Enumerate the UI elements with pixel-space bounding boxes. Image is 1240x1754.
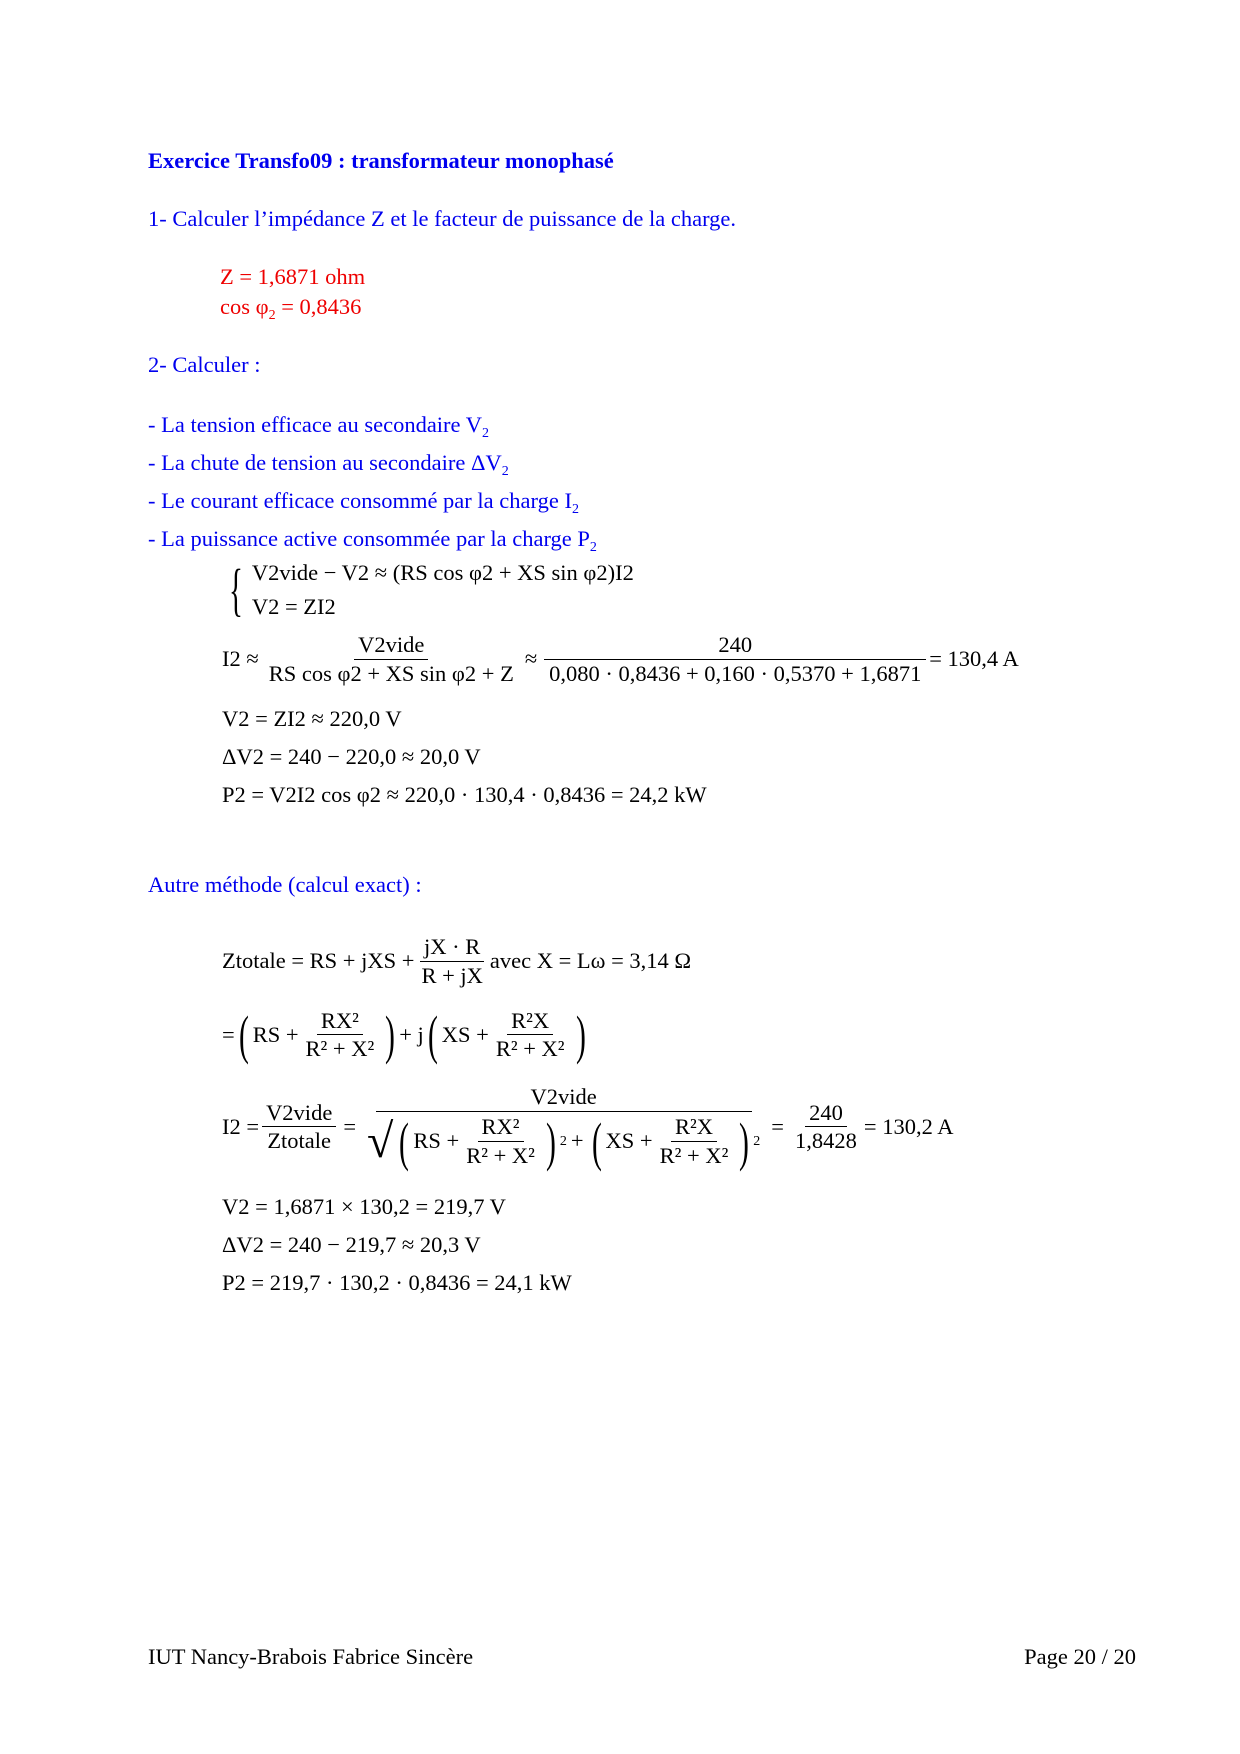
list-item: - La puissance active consommée par la charge $P_2$ xyxy=(148,526,597,555)
brace-icon: { xyxy=(228,557,243,622)
equation-i2-approx: I2 ≈ $\frac{\text{V2vide}}{\text{RS cos φ2 + XS sin φ2 + Z}}$ ≈ $\frac{240}{0,080 \cdot 0,8436 + 0,160 \cdot 0,5370 + 1,6871}$ = 130,4 A xyxy=(222,632,1019,686)
paren-open-icon: ( xyxy=(238,1005,249,1065)
fraction: $\frac{\text{V2vide}}{\text{Ztotale}}$ xyxy=(262,1102,336,1153)
equation-dv2-exact: ΔV2 = 240 − 219,7 ≈ 20,3 V xyxy=(222,1232,481,1257)
system-line-1: V2vide − V2 ≈ (RS cos φ2 + XS sin φ2)I2 xyxy=(251,560,634,585)
equation-i2-exact: I2 = $\frac{\text{V2vide}}{\text{Ztotale}}$ = V2vide √ ( RS + $\frac{\text{RX²}}{\text{R² + X²}}$ ) 2 + ( XS + $\frac{\text{R²X}}{\text{R² + X²}}$ ) 2 = $\frac{240}{1,8428}$ = 130,2 A xyxy=(222,1084,954,1172)
fraction-sqrt: V2vide √ ( RS + $\frac{\text{RX²}}{\text{R² + X²}}$ ) 2 + ( XS + $\frac{\text{R²X}}{\text{R² + X²}}$ ) 2 xyxy=(363,1086,764,1169)
z-tail: avec X = Lω = 3,14 Ω xyxy=(489,948,692,974)
cos-label: cos φ xyxy=(220,294,269,319)
sqrt-denominator: √ ( RS + $\frac{\text{RX²}}{\text{R² + X²}}$ ) 2 + ( XS + $\frac{\text{R²X}}{\text{R² + X²}}$ ) 2 xyxy=(367,1111,761,1172)
fraction-numeric: $\frac{240}{0,080 \cdot 0,8436 + 0,160 \cdot 0,5370 + 1,6871}$ xyxy=(544,634,926,685)
equation-p2: P2 = V2I2 cos φ2 ≈ 220,0 · 130,4 · 0,8436 = 24,2 kW xyxy=(222,782,707,807)
exercise-title: Exercice Transfo09 : transformateur monophasé xyxy=(148,148,614,173)
method-2-heading: Autre méthode (calcul exact) : xyxy=(148,872,422,897)
list-item: - La tension efficace au secondaire $V_2$ xyxy=(148,412,490,441)
sqrt-icon: √ xyxy=(367,1114,394,1168)
equation-v2-exact: V2 = 1,6871 × 130,2 = 219,7 V xyxy=(222,1194,506,1219)
question-1: 1- Calculer l’impédance Z et le facteur de puissance de la charge. xyxy=(148,206,737,231)
list-item: - La chute de tension au secondaire $\Delta V_2$ xyxy=(148,450,509,479)
equation-system xyxy=(222,556,634,624)
footer-left: IUT Nancy-Brabois Fabrice Sincère xyxy=(148,1644,474,1669)
i2-result-exact: = 130,2 A xyxy=(863,1114,954,1139)
equation-p2-exact: P2 = 219,7 · 130,2 · 0,8436 = 24,1 kW xyxy=(222,1270,572,1295)
cos-sub: 2 xyxy=(268,308,276,323)
equation-v2: V2 = ZI2 ≈ 220,0 V xyxy=(222,706,402,731)
equation-dv2: ΔV2 = 240 − 220,0 ≈ 20,0 V xyxy=(222,744,481,769)
footer-page-number: Page 20 / 20 xyxy=(1024,1644,1136,1669)
paren-close-icon: ) xyxy=(575,1005,586,1065)
paren-open-icon: ( xyxy=(427,1005,438,1065)
answer-impedance: Z = 1,6871 ohm xyxy=(220,264,366,289)
question-2: 2- Calculer : xyxy=(148,352,261,377)
i2-result: = 130,4 A xyxy=(929,646,1019,672)
cos-value: = 0,8436 xyxy=(275,294,362,319)
equation-ztotale xyxy=(222,936,691,987)
fraction: $\frac{\text{RX²}}{\text{R² + X²}}$ xyxy=(305,1007,375,1061)
fraction: $\frac{\text{R²X}}{\text{R² + X²}}$ xyxy=(495,1007,565,1061)
list-item: - Le courant efficace consommé par la charge $I_2$ xyxy=(148,488,579,517)
fraction: $\frac{240}{1,8428}$ xyxy=(795,1099,857,1154)
paren-close-icon: ) xyxy=(385,1005,396,1065)
i2-lhs: I2 ≈ xyxy=(222,646,259,672)
question-2-list xyxy=(148,410,597,562)
fraction: $\frac{jX \cdot R}{R + jX}$ xyxy=(421,934,483,988)
answer-power-factor xyxy=(220,294,361,324)
fraction: $\frac{\text{V2vide}}{\text{RS cos φ2 + XS sin φ2 + Z}}$ xyxy=(268,632,514,686)
system-line-2: V2 = ZI2 xyxy=(251,594,336,619)
equation-z-expanded: = ( RS + $\frac{\text{RX²}}{\text{R² + X²}}$ ) + j ( XS + $\frac{\text{R²X}}{\text{R² + X²}}$ ) xyxy=(222,1005,586,1065)
z-lhs: Ztotale = RS + jXS + xyxy=(222,948,415,974)
